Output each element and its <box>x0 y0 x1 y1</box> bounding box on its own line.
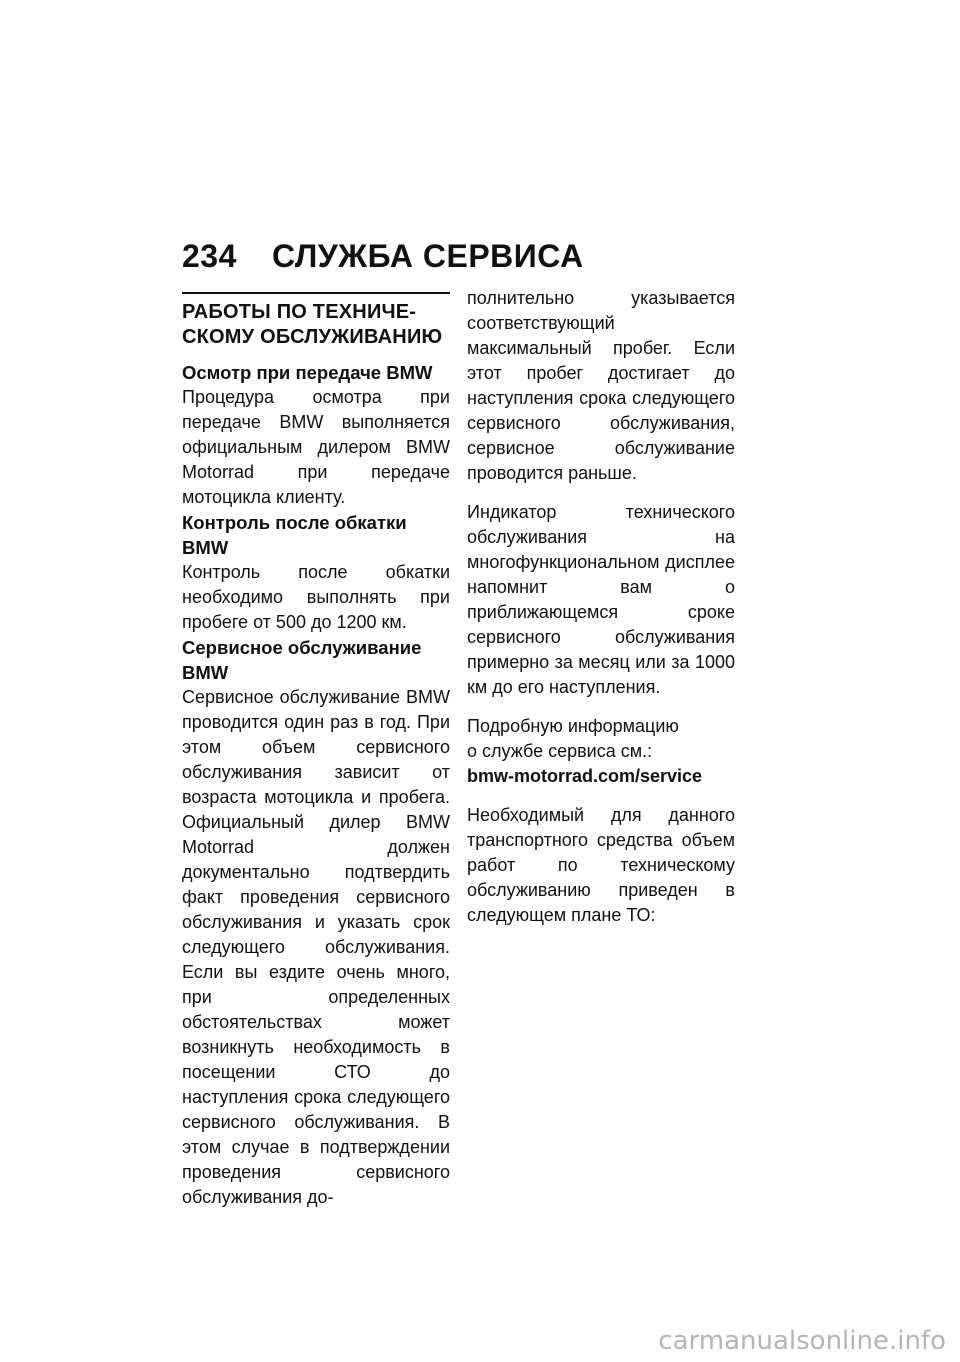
service-link[interactable]: bmw-motorrad.com/service <box>467 766 703 786</box>
page-number: 234 <box>182 238 237 274</box>
handover-text: Процедура осмотра при передаче BMW выполняется официальным дилером BMW Motorrad при передаче мотоцикла клиенту. <box>182 387 450 507</box>
info-text <box>467 714 735 764</box>
service-text: Сервисное обслуживание BMW проводится один раз в год. При этом объем сервисного обслуживания зависит от возраста мотоцикла и пробега. Официальный дилер BMW Motorrad должен документально подтвердить факт проведения сервисного обслуживания и указать срок следующего обслуживания. Если вы ездите очень много, при определенных обстоятельствах может возникнуть необходимость в посещении СТО до наступления срока следующего сервисного обслуживания. В этом случае в подтверждении проведения сервисного обслуживания до- <box>182 687 450 1207</box>
continued-text: полнительно указывается соответствующий максимальный пробег. Если этот пробег достигает до наступления срока следующего сервисного обслуживания, сервисное обслуживание проводится раньше. <box>467 288 735 483</box>
left-column <box>182 292 450 1210</box>
indicator-text: Индикатор технического обслуживания на многофункциональном дисплее напомнит вам о приближающемся сроке сервисного обслуживания примерно за месяц или за 1000 км до его наступления. <box>467 502 735 697</box>
section-title <box>182 300 450 350</box>
breakin-title: Контроль после обкатки BMW <box>182 512 407 558</box>
right-column <box>467 286 735 928</box>
chapter-title: СЛУЖБА СЕРВИСА <box>272 238 584 274</box>
section-title-line1: РАБОТЫ ПО ТЕХНИЧЕ- <box>182 301 417 323</box>
breakin-text: Контроль после обкатки необходимо выполнять при пробеге от 500 до 1200 км. <box>182 562 450 632</box>
watermark: carmanualsonline.info <box>658 1326 946 1356</box>
info-text-line2: о службе сервиса см.: <box>467 741 653 761</box>
page-header <box>182 238 584 278</box>
plan-text: Необходимый для данного транспортного средства объем работ по техническому обслуживанию приведен в следующем плане ТО: <box>467 805 735 925</box>
handover-title: Осмотр при передаче BMW <box>182 362 433 383</box>
info-text-line1: Подробную информацию <box>467 716 679 736</box>
section-rule <box>182 292 450 294</box>
section-title-line2: СКОМУ ОБСЛУЖИВАНИЮ <box>182 326 443 348</box>
service-title: Сервисное обслуживание BMW <box>182 637 422 683</box>
